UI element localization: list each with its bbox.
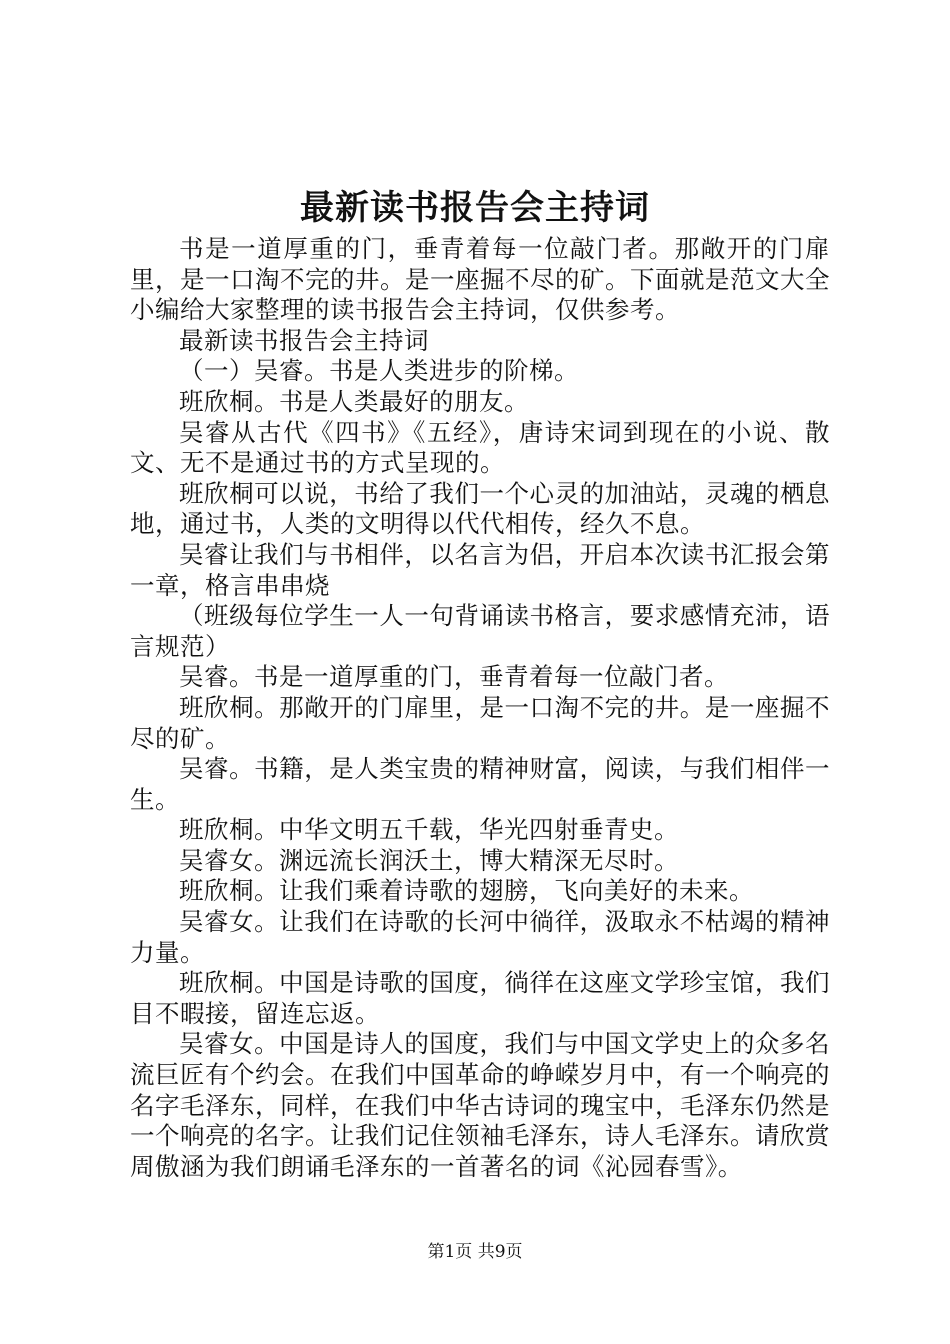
paragraph: 吴睿女。中国是诗人的国度，我们与中国文学史上的众多名流巨匠有个约会。在我们中国革命的峥嵘岁月中，有一个响亮的名字毛泽东，同样，在我们中华古诗词的瑰宝中，毛泽东仍然是一个响亮的名字。让我们记住领袖毛泽东，诗人毛泽东。请欣赏周傲涵为我们朗诵毛泽东的一首著名的词《沁园春雪》。 [130,1029,830,1181]
document-title: 最新读书报告会主持词 [300,188,650,228]
paragraph-subtitle: 最新读书报告会主持词 [179,325,429,355]
paragraph: （班级每位学生一人一句背诵读书格言，要求感情充沛，语言规范） [130,601,830,661]
page-footer: 第1页 共9页 [427,1242,523,1262]
paragraph: 班欣桐。中华文明五千载，华光四射垂青史。 [179,815,679,845]
paragraph: 班欣桐。让我们乘着诗歌的翅膀，飞向美好的未来。 [179,876,754,906]
paragraph: 吴睿女。让我们在诗歌的长河中徜徉，汲取永不枯竭的精神力量。 [130,907,830,967]
paragraph-intro: 书是一道厚重的门，垂青着每一位敲门者。那敞开的门扉里，是一口淘不完的井。是一座掘不尽的矿。下面就是范文大全小编给大家整理的读书报告会主持词，仅供参考。 [130,234,830,325]
paragraph: 吴睿让我们与书相伴，以名言为侣，开启本次读书汇报会第一章，格言串串烧 [130,539,830,600]
paragraph: 吴睿。书籍，是人类宝贵的精神财富，阅读，与我们相伴一生。 [130,754,830,814]
paragraph: 班欣桐。书是人类最好的朋友。 [179,386,529,416]
paragraph: 吴睿。书是一道厚重的门，垂青着每一位敲门者。 [179,662,729,692]
paragraph: 班欣桐。那敞开的门扉里，是一口淘不完的井。是一座掘不尽的矿。 [130,692,830,753]
paragraph: 班欣桐。中国是诗歌的国度，徜徉在这座文学珍宝馆，我们目不暇接，留连忘返。 [130,968,830,1028]
paragraph: 班欣桐可以说，书给了我们一个心灵的加油站，灵魂的栖息地，通过书，人类的文明得以代代相传，经久不息。 [130,478,830,539]
paragraph: 吴睿女。渊远流长润沃土，博大精深无尽时。 [179,845,679,875]
paragraph: 吴睿从古代《四书》《五经》，唐诗宋词到现在的小说、散文、无不是通过书的方式呈现的。 [130,417,830,478]
document-body [130,234,830,1182]
paragraph: （一）吴睿。书是人类进步的阶梯。 [179,356,579,386]
